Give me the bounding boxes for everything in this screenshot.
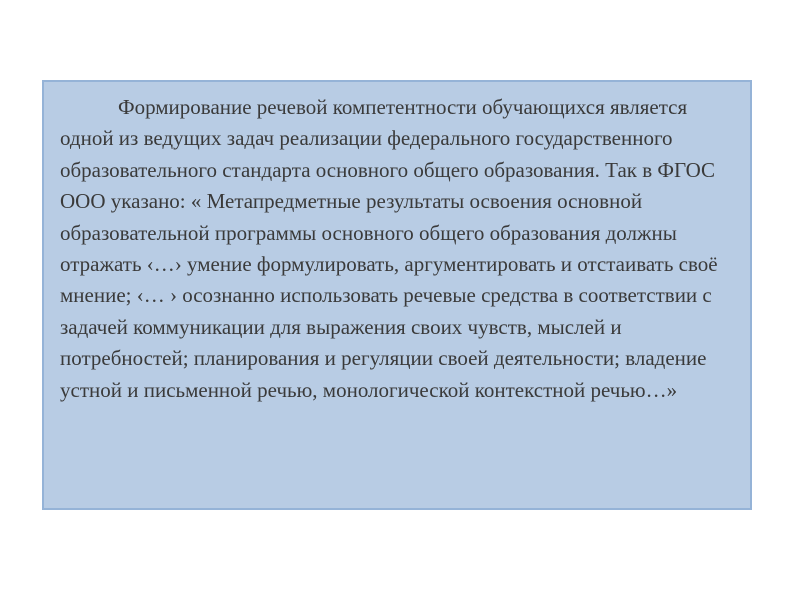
quote-paragraph: Формирование речевой компетентности обучающихся является одной из ведущих задач реализации федерального государственного образовательного стандарта основного общего образования. Так в ФГОС ООО указано: « Метапредметные результаты освоения основной образовательной программы основного общего образования должны отражать ‹…› умение формулировать, аргументировать и отстаивать своё мнение; ‹… › осознанно использовать речевые средства в соответствии с задачей коммуникации для выражения своих чувств, мыслей и потребностей; планирования и регуляции своей деятельности; владение устной и письменной речью, монологической контекстной речью…» [60, 95, 718, 402]
quote-text-box [42, 80, 752, 510]
